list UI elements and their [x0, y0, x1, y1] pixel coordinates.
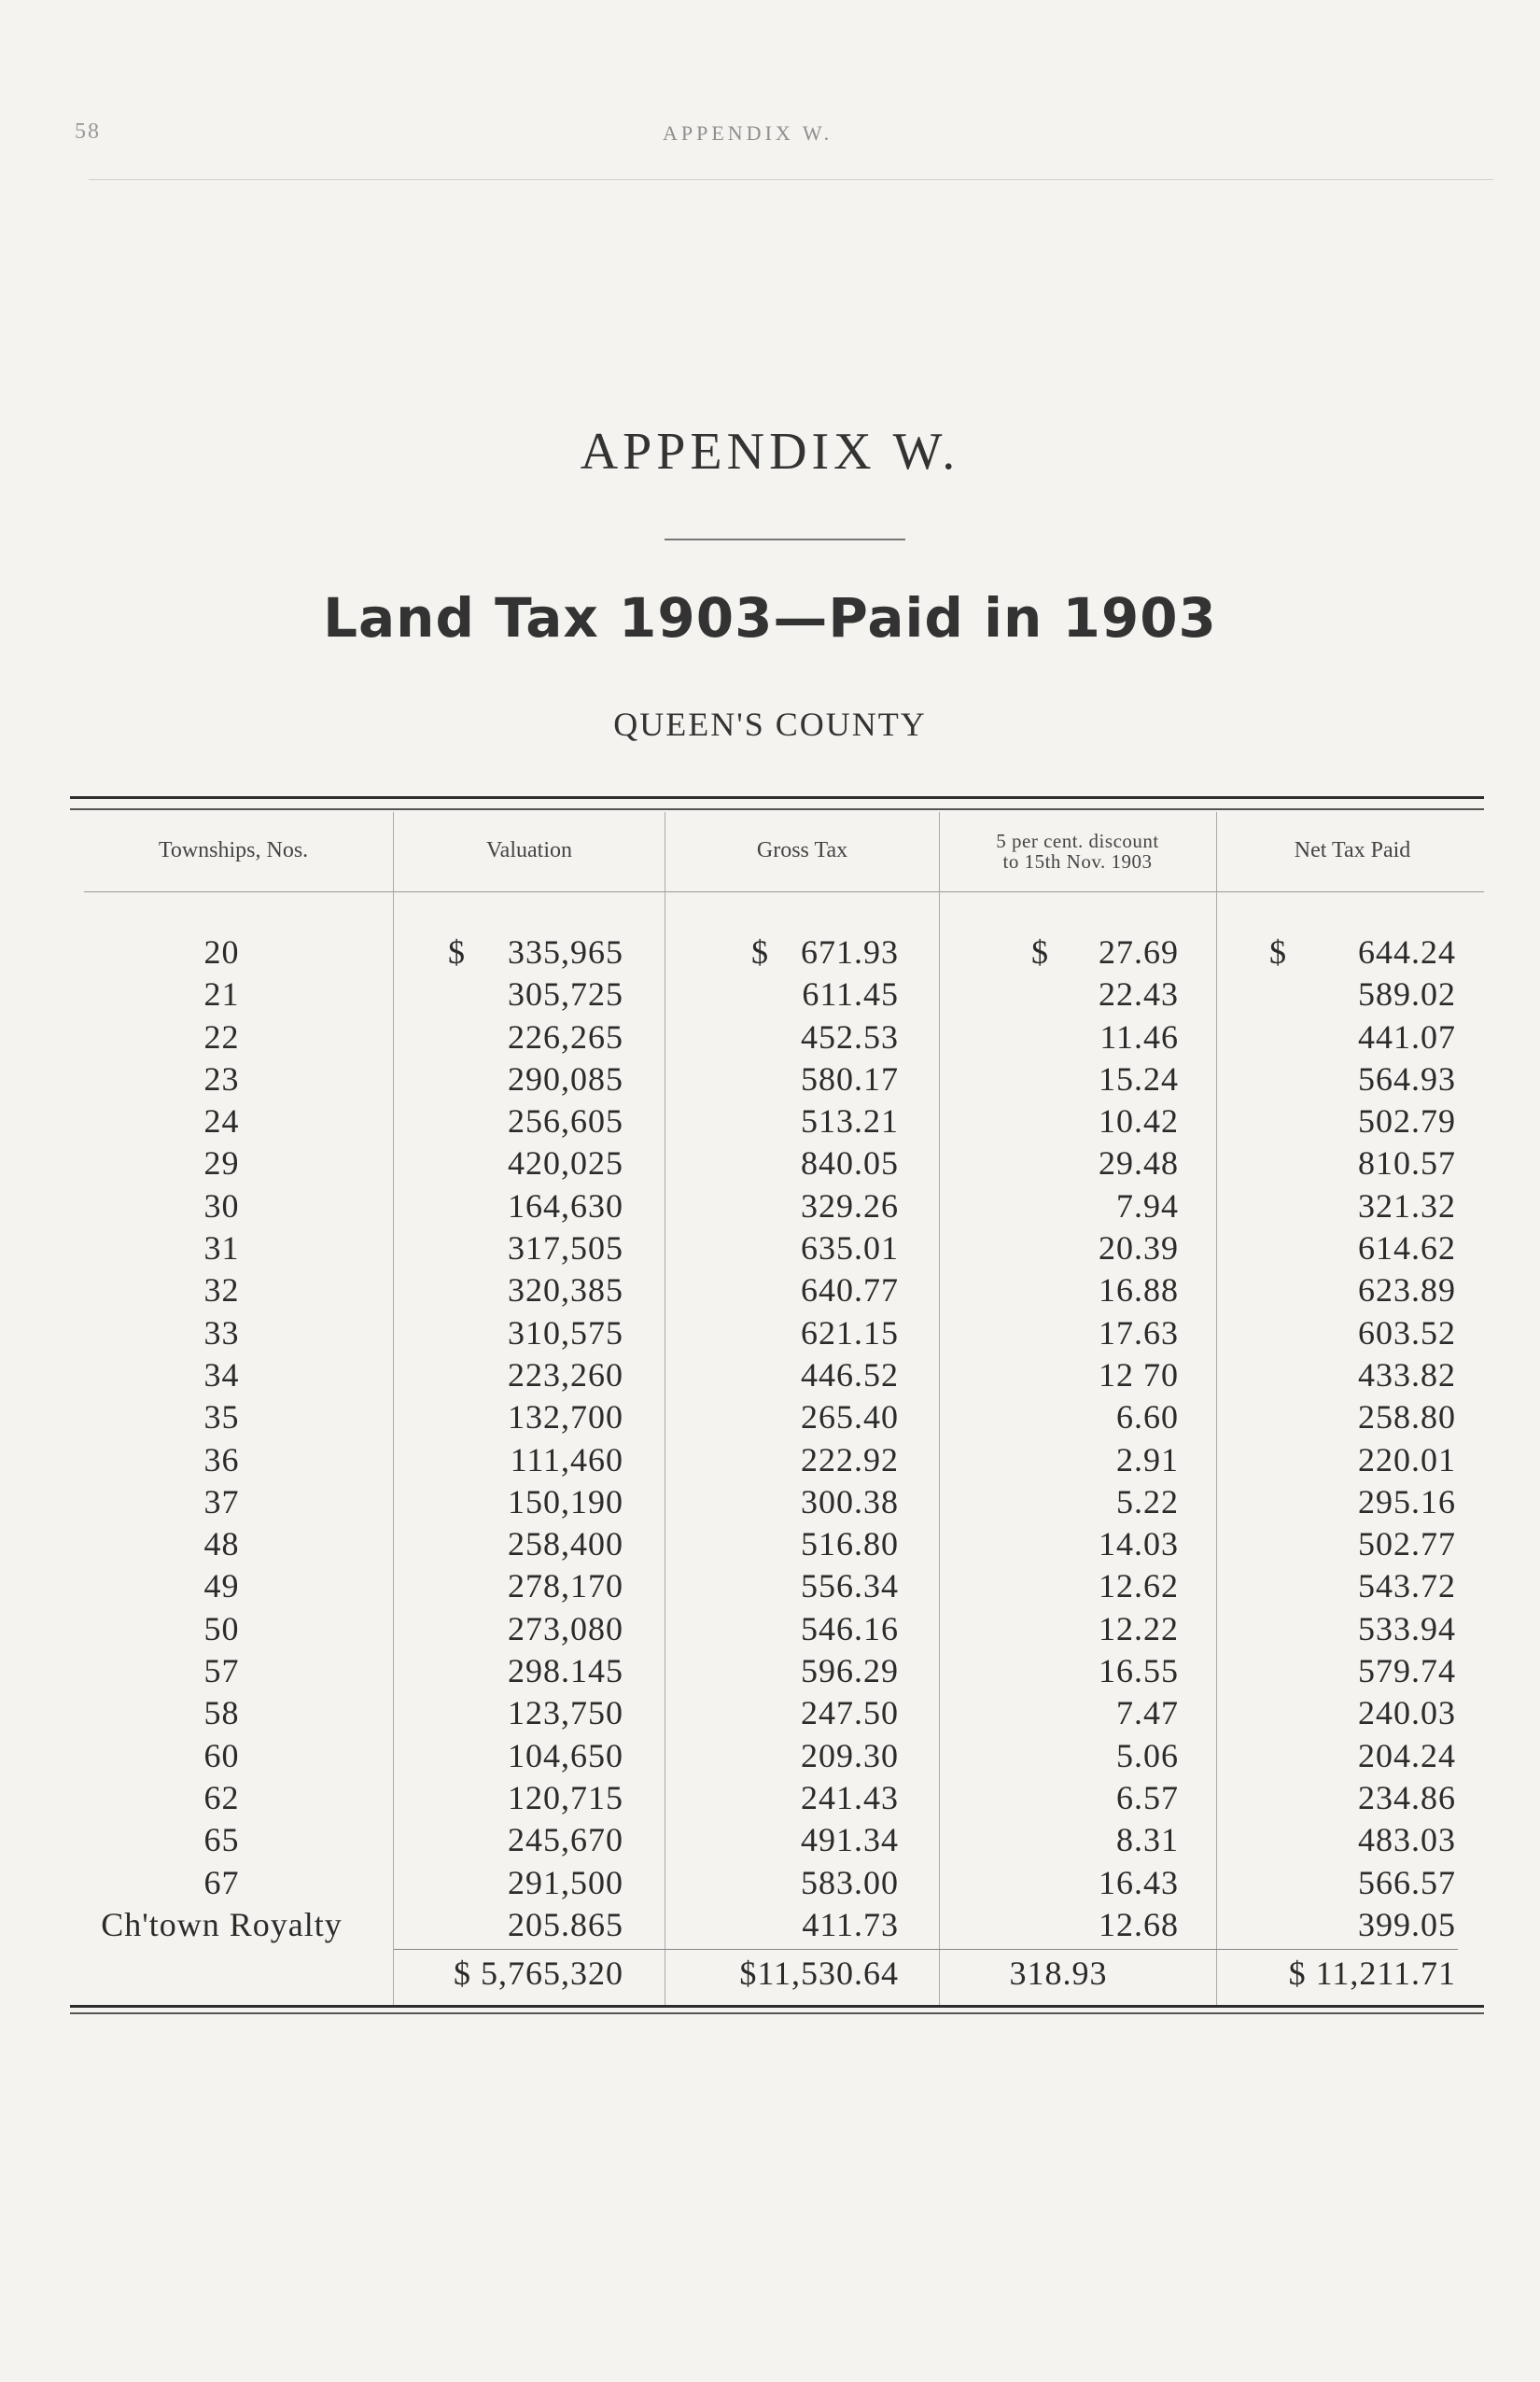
- township-cell-value: 30: [203, 1186, 240, 1225]
- net-tax-cell-value: 533.94: [1358, 1609, 1456, 1647]
- net-tax-cell-value: 502.79: [1358, 1102, 1456, 1141]
- net-tax-cell-value: 433.82: [1358, 1355, 1456, 1394]
- valuation-cell-value: 205.865: [508, 1905, 623, 1943]
- township-cell-value: 37: [203, 1482, 240, 1520]
- township-cell-value: 34: [203, 1355, 240, 1394]
- township-cell-value: 62: [203, 1778, 240, 1816]
- valuation-cell: [392, 932, 623, 974]
- total-gross-tax: $11,530.64: [739, 1955, 899, 1992]
- township-cell: [56, 1904, 387, 1946]
- discount-cell-value: 20.39: [1099, 1229, 1179, 1268]
- township-cell-value: 21: [203, 975, 240, 1014]
- total-net-tax: $ 11,211.71: [1288, 1955, 1456, 1992]
- valuation-cell: [392, 1227, 623, 1269]
- valuation-cell-value: 111,460: [510, 1440, 623, 1478]
- discount-cell-value: 2.91: [1116, 1440, 1179, 1478]
- gross-tax-cell: [667, 1692, 899, 1734]
- township-cell: [56, 932, 387, 974]
- valuation-cell-value: 256,605: [508, 1102, 623, 1141]
- title-divider: [665, 539, 905, 540]
- net-tax-cell: [1218, 1269, 1456, 1311]
- valuation-cell: [392, 1692, 623, 1734]
- valuation-cell: [392, 1396, 623, 1438]
- net-tax-cell-value: 204.24: [1358, 1736, 1456, 1774]
- discount-cell: [938, 1269, 1179, 1311]
- appendix-title: APPENDIX W.: [580, 423, 960, 481]
- running-title: APPENDIX W.: [663, 121, 833, 145]
- net-tax-cell-value: 234.86: [1358, 1778, 1456, 1816]
- total-valuation: $ 5,765,320: [454, 1955, 623, 1992]
- township-cell: [56, 1439, 387, 1481]
- valuation-cell-value: 305,725: [508, 975, 623, 1014]
- table-row: [0, 1142, 1540, 1184]
- discount-cell: [938, 1312, 1179, 1354]
- table-bottom-rule-inner: [70, 2012, 1484, 2014]
- net-tax-cell-value: 589.02: [1358, 975, 1456, 1014]
- township-cell: [56, 1312, 387, 1354]
- township-cell: [56, 1142, 387, 1184]
- table-top-rule: [70, 796, 1484, 799]
- gross-tax-cell: [667, 1523, 899, 1565]
- discount-cell: [938, 1819, 1179, 1861]
- gross-tax-cell-value: 446.52: [801, 1355, 899, 1394]
- valuation-cell-value: 335,965: [508, 933, 623, 971]
- discount-cell-value: 12 70: [1099, 1355, 1179, 1394]
- valuation-cell: [392, 1269, 623, 1311]
- running-head: [65, 119, 1484, 157]
- county-subtitle: QUEEN'S COUNTY: [613, 706, 927, 743]
- gross-tax-cell: [667, 1439, 899, 1481]
- header-discount-line1: 5 per cent. discount: [996, 829, 1159, 852]
- gross-tax-cell-value: 513.21: [801, 1102, 899, 1141]
- net-tax-cell: [1218, 1819, 1456, 1861]
- net-tax-cell-value: 614.62: [1358, 1229, 1456, 1268]
- header-bottom-rule: [84, 891, 1484, 892]
- gross-tax-cell-value: 840.05: [801, 1144, 899, 1183]
- discount-cell-value: 29.48: [1099, 1144, 1179, 1183]
- gross-tax-cell: [667, 1777, 899, 1819]
- gross-tax-cell: [667, 1650, 899, 1692]
- gross-tax-cell: [667, 1862, 899, 1904]
- valuation-cell: [392, 1439, 623, 1481]
- valuation-cell-value: 310,575: [508, 1313, 623, 1352]
- net-tax-cell-value: 810.57: [1358, 1144, 1456, 1183]
- gross-tax-cell-value: 209.30: [801, 1736, 899, 1774]
- discount-cell-value: 16.43: [1099, 1863, 1179, 1901]
- gross-tax-cell-value: 300.38: [801, 1482, 899, 1520]
- discount-cell-value: 14.03: [1099, 1525, 1179, 1563]
- valuation-cell: [392, 1565, 623, 1607]
- header-divider: [89, 179, 1493, 180]
- valuation-cell: [392, 1608, 623, 1650]
- gross-tax-cell: [667, 1269, 899, 1311]
- discount-cell: [938, 1142, 1179, 1184]
- currency-symbol: $: [1269, 933, 1287, 971]
- net-tax-cell: [1218, 1565, 1456, 1607]
- net-tax-cell: [1218, 1185, 1456, 1227]
- net-tax-cell: [1218, 1523, 1456, 1565]
- township-cell: [56, 1608, 387, 1650]
- table-row: [0, 1354, 1540, 1396]
- valuation-cell-value: 420,025: [508, 1144, 623, 1183]
- valuation-cell-value: 290,085: [508, 1059, 623, 1098]
- gross-tax-cell: [667, 1396, 899, 1438]
- net-tax-cell: [1218, 1016, 1456, 1058]
- discount-cell: [938, 1735, 1179, 1777]
- discount-cell-value: 8.31: [1116, 1821, 1179, 1859]
- valuation-cell-value: 291,500: [508, 1863, 623, 1901]
- valuation-cell: [392, 1058, 623, 1100]
- net-tax-cell-value: 566.57: [1358, 1863, 1456, 1901]
- valuation-cell-value: 298.145: [508, 1652, 623, 1690]
- valuation-cell-value: 223,260: [508, 1355, 623, 1394]
- table-bottom-rule: [70, 2005, 1484, 2008]
- gross-tax-cell: [667, 1016, 899, 1058]
- township-cell: [56, 1650, 387, 1692]
- discount-cell: [938, 1777, 1179, 1819]
- township-cell: [56, 1354, 387, 1396]
- valuation-cell-value: 245,670: [508, 1821, 623, 1859]
- gross-tax-cell-value: 556.34: [801, 1567, 899, 1605]
- gross-tax-cell-value: 635.01: [801, 1229, 899, 1268]
- township-cell-value: 20: [203, 933, 240, 971]
- table-row: [0, 1439, 1540, 1481]
- township-cell: [56, 1269, 387, 1311]
- net-tax-cell: [1218, 1439, 1456, 1481]
- header-discount-line2: to 15th Nov. 1903: [1002, 849, 1153, 873]
- page-number: 58: [75, 119, 101, 144]
- valuation-cell: [392, 1100, 623, 1142]
- table-row: [0, 1185, 1540, 1227]
- net-tax-cell: [1218, 1904, 1456, 1946]
- gross-tax-cell: [667, 1142, 899, 1184]
- township-cell-value: 58: [203, 1694, 240, 1732]
- township-cell-value: 36: [203, 1440, 240, 1478]
- township-cell-value: 22: [203, 1017, 240, 1056]
- table-row: [0, 1862, 1540, 1904]
- discount-cell: [938, 1904, 1179, 1946]
- header-discount: [940, 810, 1215, 891]
- table-row: [0, 1227, 1540, 1269]
- township-cell-value: 50: [203, 1609, 240, 1647]
- gross-tax-cell: [667, 1185, 899, 1227]
- net-tax-cell-value: 564.93: [1358, 1059, 1456, 1098]
- table-row: [0, 1777, 1540, 1819]
- net-tax-cell: [1218, 1481, 1456, 1523]
- discount-cell-value: 16.55: [1099, 1652, 1179, 1690]
- discount-cell: [938, 1523, 1179, 1565]
- discount-cell-value: 6.60: [1116, 1398, 1179, 1436]
- discount-cell-value: 17.63: [1099, 1313, 1179, 1352]
- valuation-cell-value: 104,650: [508, 1736, 623, 1774]
- discount-cell: [938, 1481, 1179, 1523]
- gross-tax-cell-value: 491.34: [801, 1821, 899, 1859]
- valuation-cell: [392, 1862, 623, 1904]
- net-tax-cell: [1218, 1142, 1456, 1184]
- discount-cell-value: 7.94: [1116, 1186, 1179, 1225]
- gross-tax-cell-value: 222.92: [801, 1440, 899, 1478]
- discount-cell-value: 7.47: [1116, 1694, 1179, 1732]
- township-cell-value: 32: [203, 1271, 240, 1310]
- net-tax-cell-value: 240.03: [1358, 1694, 1456, 1732]
- gross-tax-cell: [667, 1312, 899, 1354]
- header-gross-tax: [665, 810, 939, 891]
- header-gross-tax-label: Gross Tax: [756, 838, 848, 862]
- table-row: [0, 1269, 1540, 1311]
- gross-tax-cell-value: 640.77: [801, 1271, 899, 1310]
- township-cell-value: 49: [203, 1567, 240, 1605]
- gross-tax-cell: [667, 1354, 899, 1396]
- discount-cell-value: 5.22: [1116, 1482, 1179, 1520]
- table-row: [0, 1481, 1540, 1523]
- net-tax-cell: [1218, 1227, 1456, 1269]
- net-tax-cell: [1218, 1862, 1456, 1904]
- gross-tax-cell: [667, 974, 899, 1016]
- township-cell-value: 57: [203, 1652, 240, 1690]
- net-tax-cell-value: 220.01: [1358, 1440, 1456, 1478]
- table-row: [0, 1100, 1540, 1142]
- net-tax-cell-value: 399.05: [1358, 1905, 1456, 1943]
- table-row: [0, 1692, 1540, 1734]
- table-row: [0, 932, 1540, 974]
- gross-tax-cell-value: 580.17: [801, 1059, 899, 1098]
- valuation-cell-value: 320,385: [508, 1271, 623, 1310]
- discount-cell-value: 27.69: [1099, 933, 1179, 971]
- township-cell: [56, 1862, 387, 1904]
- gross-tax-cell-value: 671.93: [801, 933, 899, 971]
- valuation-cell: [392, 1904, 623, 1946]
- table-row: [0, 1396, 1540, 1438]
- header-net-tax: [1217, 810, 1488, 891]
- valuation-cell: [392, 1819, 623, 1861]
- table-row: [0, 1312, 1540, 1354]
- gross-tax-cell: [667, 1608, 899, 1650]
- valuation-cell-value: 150,190: [508, 1482, 623, 1520]
- gross-tax-cell-value: 329.26: [801, 1186, 899, 1225]
- discount-cell: [938, 1100, 1179, 1142]
- tax-table-body: [0, 932, 1540, 1946]
- valuation-cell: [392, 1016, 623, 1058]
- table-row: [0, 974, 1540, 1016]
- net-tax-cell-value: 441.07: [1358, 1017, 1456, 1056]
- gross-tax-cell-value: 621.15: [801, 1313, 899, 1352]
- discount-cell: [938, 932, 1179, 974]
- net-tax-cell: [1218, 1058, 1456, 1100]
- valuation-cell: [392, 1523, 623, 1565]
- township-cell: [56, 1185, 387, 1227]
- township-cell-value: 31: [203, 1229, 240, 1268]
- discount-cell: [938, 1016, 1179, 1058]
- township-cell-value: 48: [203, 1525, 240, 1563]
- table-row: [0, 1523, 1540, 1565]
- gross-tax-cell: [667, 1227, 899, 1269]
- header-valuation-label: Valuation: [486, 838, 572, 862]
- discount-cell: [938, 1650, 1179, 1692]
- gross-tax-cell-value: 516.80: [801, 1525, 899, 1563]
- net-tax-cell: [1218, 1312, 1456, 1354]
- discount-cell: [938, 1185, 1179, 1227]
- net-tax-cell: [1218, 1396, 1456, 1438]
- gross-tax-cell: [667, 1565, 899, 1607]
- header-townships: [75, 810, 392, 891]
- valuation-cell-value: 317,505: [508, 1229, 623, 1268]
- valuation-cell: [392, 1354, 623, 1396]
- totals-rule: [394, 1949, 1458, 1950]
- gross-tax-cell-value: 611.45: [802, 975, 899, 1014]
- net-tax-cell-value: 623.89: [1358, 1271, 1456, 1310]
- township-cell: [56, 1481, 387, 1523]
- discount-cell-value: 16.88: [1099, 1271, 1179, 1310]
- gross-tax-cell: [667, 932, 899, 974]
- total-discount: 318.93: [1009, 1955, 1108, 1992]
- valuation-cell-value: 132,700: [508, 1398, 623, 1436]
- currency-symbol: $: [448, 933, 466, 971]
- gross-tax-cell-value: 546.16: [801, 1609, 899, 1647]
- township-cell-value: 35: [203, 1398, 240, 1436]
- valuation-cell: [392, 1650, 623, 1692]
- valuation-cell-value: 123,750: [508, 1694, 623, 1732]
- net-tax-cell: [1218, 1692, 1456, 1734]
- net-tax-cell-value: 603.52: [1358, 1313, 1456, 1352]
- net-tax-cell-value: 321.32: [1358, 1186, 1456, 1225]
- currency-symbol: $: [1031, 933, 1049, 971]
- net-tax-cell: [1218, 1735, 1456, 1777]
- table-row: [0, 1819, 1540, 1861]
- net-tax-cell: [1218, 932, 1456, 974]
- table-row: [0, 1058, 1540, 1100]
- totals-row: [0, 1951, 1540, 1996]
- table-row: [0, 1016, 1540, 1058]
- net-tax-cell: [1218, 1777, 1456, 1819]
- discount-cell: [938, 974, 1179, 1016]
- township-cell-value: 33: [203, 1313, 240, 1352]
- valuation-cell-value: 120,715: [508, 1778, 623, 1816]
- header-townships-label: Townships, Nos.: [158, 838, 309, 862]
- gross-tax-cell-value: 411.73: [802, 1905, 899, 1943]
- valuation-cell: [392, 974, 623, 1016]
- valuation-cell-value: 164,630: [508, 1186, 623, 1225]
- gross-tax-cell-value: 583.00: [801, 1863, 899, 1901]
- township-cell: [56, 1735, 387, 1777]
- township-cell: [56, 1692, 387, 1734]
- discount-cell-value: 5.06: [1116, 1736, 1179, 1774]
- discount-cell: [938, 1565, 1179, 1607]
- discount-cell-value: 12.22: [1099, 1609, 1179, 1647]
- table-row: [0, 1735, 1540, 1777]
- discount-cell-value: 15.24: [1099, 1059, 1179, 1098]
- gross-tax-cell-value: 596.29: [801, 1652, 899, 1690]
- township-cell: [56, 1819, 387, 1861]
- discount-cell-value: 12.62: [1099, 1567, 1179, 1605]
- header-valuation: [394, 810, 665, 891]
- net-tax-cell-value: 502.77: [1358, 1525, 1456, 1563]
- discount-cell: [938, 1439, 1179, 1481]
- net-tax-cell: [1218, 974, 1456, 1016]
- net-tax-cell: [1218, 1100, 1456, 1142]
- discount-cell-value: 12.68: [1099, 1905, 1179, 1943]
- township-cell-value: 24: [203, 1102, 240, 1141]
- township-cell: [56, 1523, 387, 1565]
- valuation-cell-value: 273,080: [508, 1609, 623, 1647]
- township-cell-value: Ch'town Royalty: [101, 1905, 343, 1943]
- valuation-cell: [392, 1312, 623, 1354]
- gross-tax-cell-value: 241.43: [801, 1778, 899, 1816]
- gross-tax-cell: [667, 1904, 899, 1946]
- net-tax-cell-value: 483.03: [1358, 1821, 1456, 1859]
- gross-tax-cell-value: 452.53: [801, 1017, 899, 1056]
- currency-symbol: $: [751, 933, 769, 971]
- net-tax-cell-value: 644.24: [1358, 933, 1456, 971]
- gross-tax-cell: [667, 1735, 899, 1777]
- gross-tax-cell: [667, 1819, 899, 1861]
- page-title: Land Tax 1903—Paid in 1903: [323, 586, 1217, 650]
- valuation-cell: [392, 1185, 623, 1227]
- discount-cell-value: 11.46: [1099, 1017, 1179, 1056]
- table-row: [0, 1608, 1540, 1650]
- discount-cell: [938, 1227, 1179, 1269]
- township-cell-value: 29: [203, 1144, 240, 1183]
- township-cell: [56, 974, 387, 1016]
- discount-cell: [938, 1862, 1179, 1904]
- table-row: [0, 1904, 1540, 1946]
- valuation-cell: [392, 1481, 623, 1523]
- township-cell: [56, 1777, 387, 1819]
- gross-tax-cell: [667, 1100, 899, 1142]
- township-cell: [56, 1227, 387, 1269]
- valuation-cell: [392, 1142, 623, 1184]
- discount-cell-value: 22.43: [1099, 975, 1179, 1014]
- discount-cell-value: 6.57: [1116, 1778, 1179, 1816]
- township-cell-value: 67: [203, 1863, 240, 1901]
- gross-tax-cell: [667, 1481, 899, 1523]
- valuation-cell-value: 226,265: [508, 1017, 623, 1056]
- net-tax-cell: [1218, 1354, 1456, 1396]
- header-net-tax-label: Net Tax Paid: [1294, 838, 1411, 862]
- discount-cell: [938, 1354, 1179, 1396]
- valuation-cell-value: 258,400: [508, 1525, 623, 1563]
- township-cell: [56, 1396, 387, 1438]
- net-tax-cell-value: 295.16: [1358, 1482, 1456, 1520]
- net-tax-cell: [1218, 1650, 1456, 1692]
- discount-cell-value: 10.42: [1099, 1102, 1179, 1141]
- table-row: [0, 1565, 1540, 1607]
- net-tax-cell: [1218, 1608, 1456, 1650]
- township-cell-value: 60: [203, 1736, 240, 1774]
- net-tax-cell-value: 543.72: [1358, 1567, 1456, 1605]
- township-cell: [56, 1100, 387, 1142]
- gross-tax-cell-value: 265.40: [801, 1398, 899, 1436]
- net-tax-cell-value: 579.74: [1358, 1652, 1456, 1690]
- township-cell-value: 65: [203, 1821, 240, 1859]
- discount-cell: [938, 1396, 1179, 1438]
- gross-tax-cell: [667, 1058, 899, 1100]
- discount-cell: [938, 1058, 1179, 1100]
- gross-tax-cell-value: 247.50: [801, 1694, 899, 1732]
- discount-cell: [938, 1608, 1179, 1650]
- township-cell: [56, 1058, 387, 1100]
- township-cell: [56, 1016, 387, 1058]
- net-tax-cell-value: 258.80: [1358, 1398, 1456, 1436]
- valuation-cell-value: 278,170: [508, 1567, 623, 1605]
- valuation-cell: [392, 1735, 623, 1777]
- township-cell: [56, 1565, 387, 1607]
- discount-cell: [938, 1692, 1179, 1734]
- table-row: [0, 1650, 1540, 1692]
- township-cell-value: 23: [203, 1059, 240, 1098]
- valuation-cell: [392, 1777, 623, 1819]
